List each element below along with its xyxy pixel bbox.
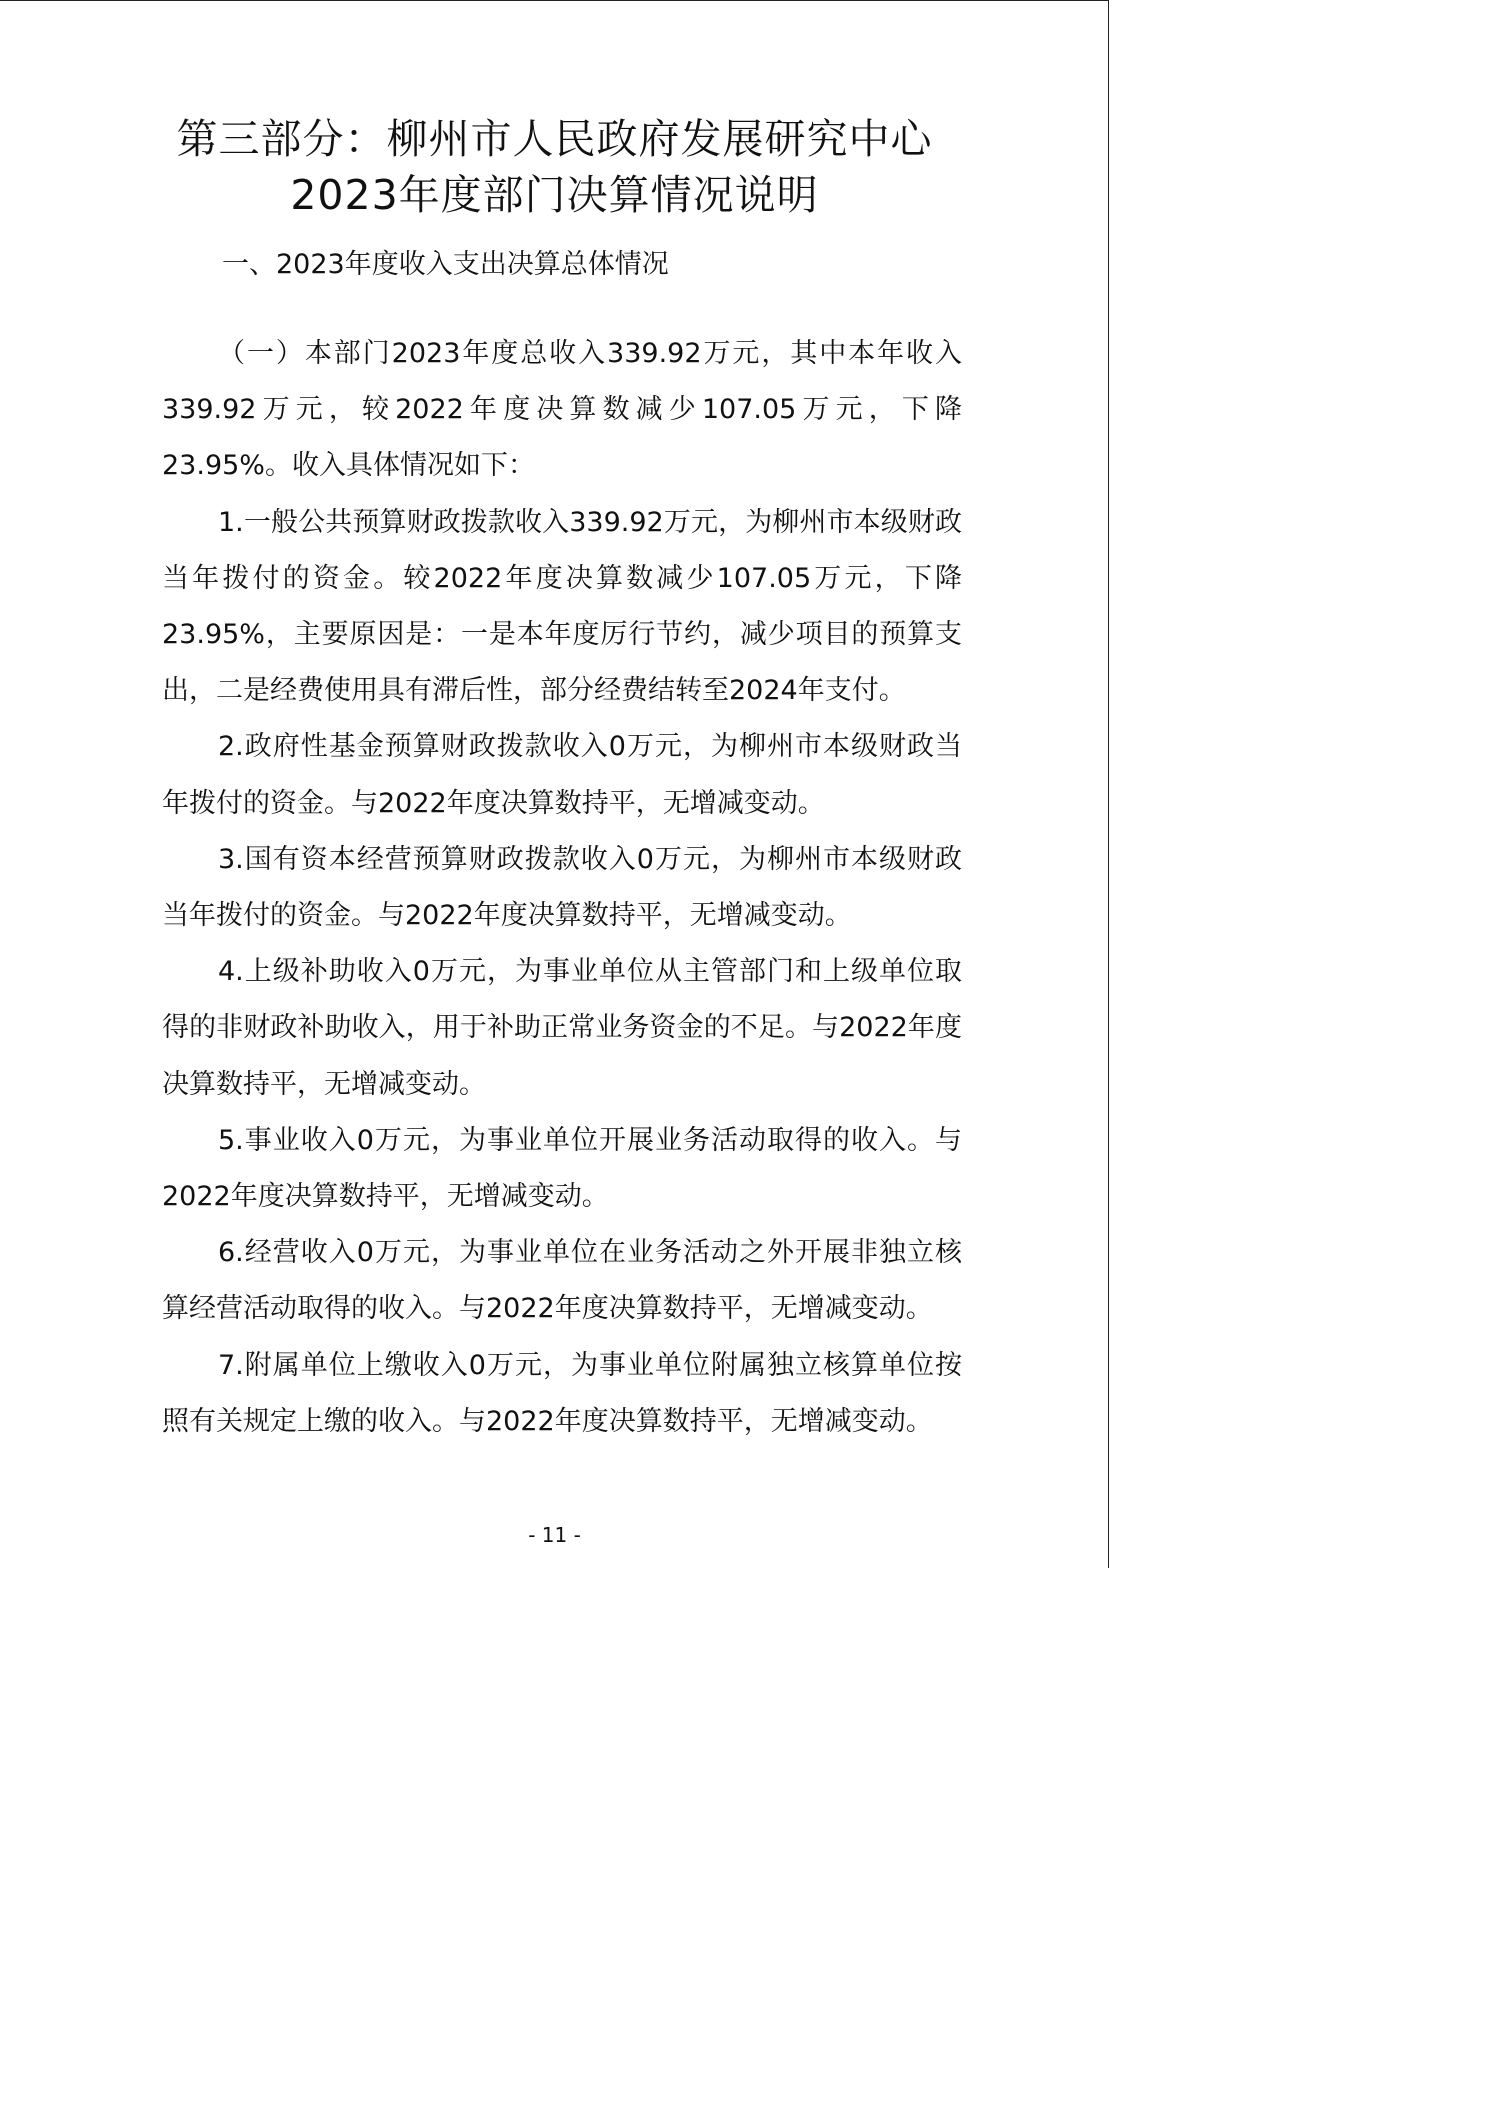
paragraph-item-2: 2.政府性基金预算财政拨款收入0万元，为柳州市本级财政当年拨付的资金。与2022年度决算数持平，无增减变动。 <box>162 731 962 819</box>
paragraph-item-1: 1.一般公共预算财政拨款收入339.92万元，为柳州市本级财政当年拨付的资金。较2022年度决算数减少107.05万元，下降23.95%，主要原因是：一是本年度厉行节约，减少项目的预算支出，二是经费使用具有滞后性，部分经费结转至2024年支付。 <box>162 506 962 707</box>
title-line-2: 2023年度部门决算情况说明 <box>290 171 819 219</box>
section-heading: 一、2023年度收入支出决算总体情况 <box>222 249 669 280</box>
document-body <box>162 326 962 1450</box>
paragraph-item-5: 5.事业收入0万元，为事业单位开展业务活动取得的收入。与2022年度决算数持平，无增减变动。 <box>162 1124 962 1213</box>
paragraph-item-7: 7.附属单位上缴收入0万元，为事业单位附属独立核算单位按照有关规定上缴的收入。与2022年度决算数持平，无增减变动。 <box>162 1349 962 1437</box>
paragraph-item-3: 3.国有资本经营预算财政拨款收入0万元，为柳州市本级财政当年拨付的资金。与2022年度决算数持平，无增减变动。 <box>162 843 962 932</box>
page-number: - 11 - <box>528 1523 581 1547</box>
document-title <box>0 111 1109 223</box>
paragraph-item-6: 6.经营收入0万元，为事业单位在业务活动之外开展非独立核算经营活动取得的收入。与2022年度决算数持平，无增减变动。 <box>162 1237 962 1325</box>
paragraph-item-4: 4.上级补助收入0万元，为事业单位从主管部门和上级单位取得的非财政补助收入，用于补助正常业务资金的不足。与2022年度决算数持平，无增减变动。 <box>162 956 962 1100</box>
paragraph-overview: （一）本部门2023年度总收入339.92万元，其中本年收入339.92万元，较2022年度决算数减少107.05万元，下降23.95%。收入具体情况如下： <box>162 338 962 482</box>
title-line-1: 第三部分：柳州市人民政府发展研究中心 <box>176 115 933 163</box>
